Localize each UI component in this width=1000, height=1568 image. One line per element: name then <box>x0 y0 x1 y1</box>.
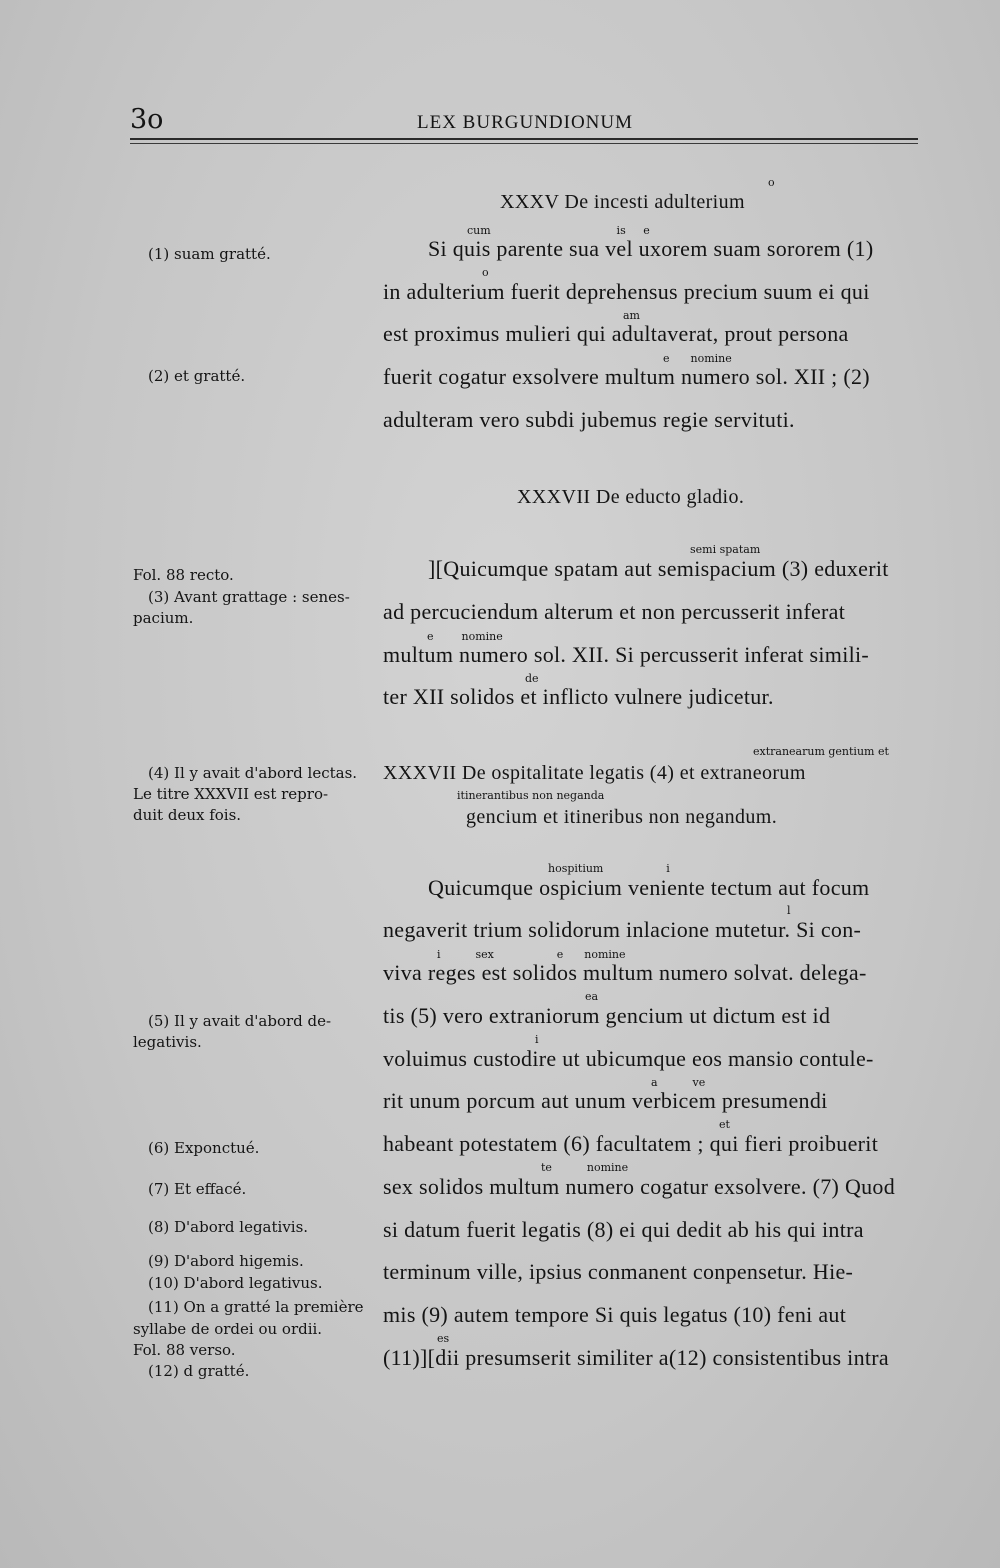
margin-note: (3) Avant grattage : senes- <box>148 588 350 606</box>
interlinear-correction: es <box>437 1332 450 1345</box>
margin-note: (9) D'abord higemis. <box>148 1252 304 1270</box>
margin-note: (10) D'abord legativus. <box>148 1274 323 1292</box>
margin-note: legativis. <box>133 1033 202 1051</box>
page-number: 3o <box>130 104 164 135</box>
text-line: voluimus custodire ut ubicumque eos mansio contule- <box>383 1046 874 1071</box>
text-line: si datum fuerit legatis (8) ei qui dedit ab his qui intra <box>383 1217 864 1242</box>
text-line: negaverit trium solidorum inlacione mutetur. Si con- <box>383 917 862 942</box>
margin-note: Le titre XXXVII est repro- <box>133 785 329 803</box>
text-line: ad percuciendum alterum et non percusserit inferat <box>383 599 846 624</box>
margin-note: (7) Et effacé. <box>148 1180 247 1198</box>
text-line: est proximus mulieri qui adultaverat, prout persona <box>383 321 849 346</box>
text-line: adulteram vero subdi jubemus regie servituti. <box>383 407 795 432</box>
text-line: terminum ville, ipsius conmanent conpensetur. Hie- <box>383 1259 854 1284</box>
margin-note: (12) d gratté. <box>148 1362 250 1380</box>
interlinear-correction: e nomine <box>663 352 732 365</box>
interlinear-correction: cum is e <box>467 224 650 237</box>
section-title-xxxv: XXXV De incesti adulterium <box>500 191 745 213</box>
margin-note: (4) Il y avait d'abord lectas. <box>148 764 358 782</box>
header-rule-thin <box>130 143 918 144</box>
interlinear-correction: e nomine <box>427 630 503 643</box>
text-line: Quicumque ospicium veniente tectum aut focum <box>428 875 870 900</box>
interlinear-correction: l <box>787 904 791 917</box>
text-line: multum numero sol. XII. Si percusserit inferat simili- <box>383 642 870 667</box>
interlinear-correction: ea <box>585 990 599 1003</box>
interlinear-correction: i <box>535 1033 539 1046</box>
margin-note: duit deux fois. <box>133 806 242 824</box>
text-line: (11)][dii presumserit similiter a(12) consistentibus intra <box>383 1345 889 1370</box>
margin-note: (2) et gratté. <box>148 367 246 385</box>
text-line: tis (5) vero extraniorum gencium ut dictum est id <box>383 1003 831 1028</box>
margin-note: Fol. 88 recto. <box>133 566 234 584</box>
text-line: viva reges est solidos multum numero solvat. delega- <box>383 960 867 985</box>
interlinear-correction: o <box>482 266 489 279</box>
text-line: sex solidos multum numero cogatur exsolvere. (7) Quod <box>383 1174 896 1199</box>
margin-note: (11) On a gratté la première <box>148 1298 364 1316</box>
section-title-line2: gencium et itineribus non negandum. <box>466 806 778 828</box>
interlinear-correction: i sex e nomine <box>437 948 626 961</box>
text-line: mis (9) autem tempore Si quis legatus (10) feni aut <box>383 1302 847 1327</box>
header-rule <box>130 138 918 140</box>
margin-note: (1) suam gratté. <box>148 245 271 263</box>
text-line: habeant potestatem (6) facultatem ; qui fieri proibuerit <box>383 1131 879 1156</box>
interlinear-correction: de <box>525 672 539 685</box>
text-line: in adulterium fuerit deprehensus precium suum ei qui <box>383 279 870 304</box>
title-interlinear-correction: itinerantibus non neganda <box>457 789 605 802</box>
title-correction: o <box>768 176 775 189</box>
margin-note: Fol. 88 verso. <box>133 1341 236 1359</box>
text-line: rit unum porcum aut unum verbicem presumendi <box>383 1088 828 1113</box>
text-line: Si quis parente sua vel uxorem suam sororem (1) <box>428 236 874 261</box>
interlinear-correction: a ve <box>651 1076 706 1089</box>
running-title: LEX BURGUNDIONUM <box>417 112 634 133</box>
text-line: ter XII solidos et inflicto vulnere judicetur. <box>383 684 774 709</box>
margin-note: syllabe de ordei ou ordii. <box>133 1320 323 1338</box>
margin-note: (5) Il y avait d'abord de- <box>148 1012 332 1030</box>
margin-note: (6) Exponctué. <box>148 1139 260 1157</box>
section-title-xxxvii-gladio: XXXVII De educto gladio. <box>517 486 745 508</box>
margin-note: pacium. <box>133 609 194 627</box>
interlinear-correction: te nomine <box>541 1161 629 1174</box>
section-title-xxxvii-ospitalitate: XXXVII De ospitalitate legatis (4) et extraneorum <box>383 762 806 784</box>
interlinear-correction: am <box>623 309 640 322</box>
text-line: ][Quicumque spatam aut semispacium (3) eduxerit <box>428 556 889 581</box>
interlinear-correction: semi spatam <box>690 543 761 556</box>
text-line: fuerit cogatur exsolvere multum numero sol. XII ; (2) <box>383 364 870 389</box>
margin-note: (8) D'abord legativis. <box>148 1218 309 1236</box>
interlinear-correction: et <box>719 1118 730 1131</box>
interlinear-correction: hospitium i <box>548 862 670 875</box>
title-interlinear-correction: extranearum gentium et <box>753 745 889 758</box>
